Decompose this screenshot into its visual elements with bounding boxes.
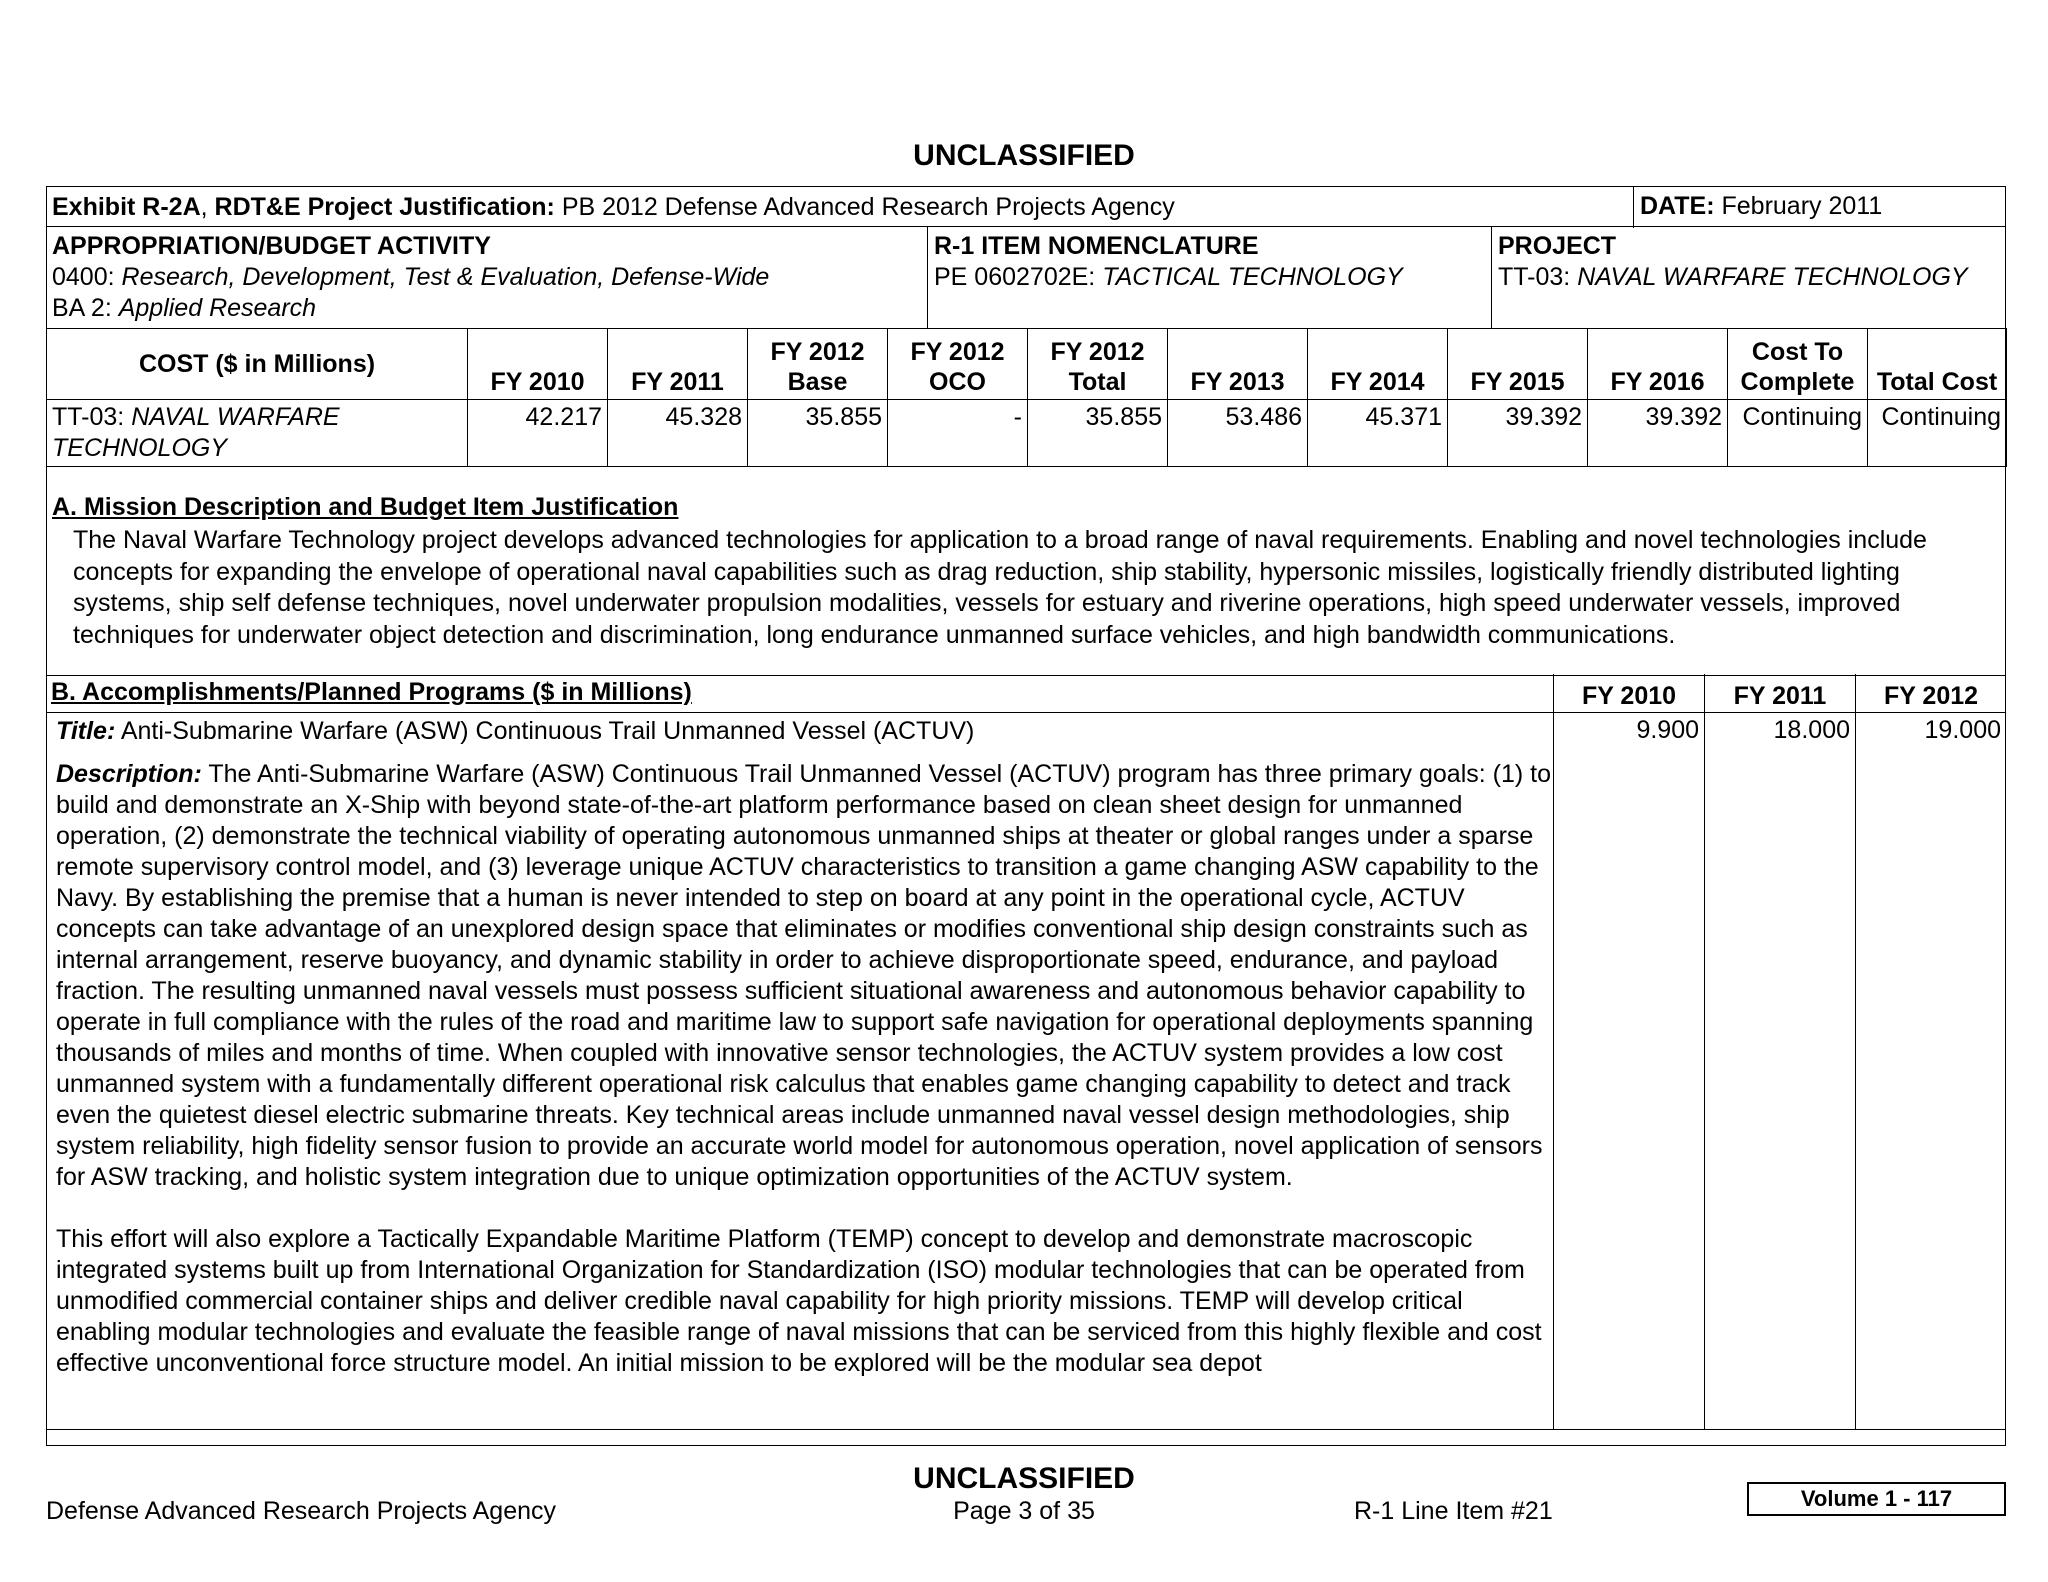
program-description: The Anti-Submarine Warfare (ASW) Continuous Trail Unmanned Vessel (ACTUV) program has three primary goals: (1) to build and demonstrate an X-Ship with beyond state-of-the-art platform performance based on clean sheet design for unmanned operation, (2) demonstrate the technical viability of operating autonomous unmanned ships at theater or global ranges under a sparse remote supervisory control model, and (3) leverage unique ACTUV characteristics to transition a game changing ASW capability to the Navy. By establishing the premise that a human is never intended to step on board at any point in the operational cycle, ACTUV concepts can take advantage of an unexplored design space that eliminates or modifies conventional ship design constraints such as internal arrangement, reserve buoyancy, and dynamic stability in order to achieve disproportionate speed, endurance, and payload fraction. The resulting unmanned naval vessels must possess sufficient situational awareness and autonomous behavior capability to operate in full compliance with the rules of the road and maritime law to support safe navigation for operational deployments spanning thousands of miles and months of time. When coupled with innovative sensor technologies, the ACTUV system provides a low cost unmanned system with a fundamentally different operational risk calculus that enables game changing capability to detect and track even the quietest diesel electric submarine threats. Key technical areas include unmanned naval vessel design methodologies, ship system reliability, high fidelity sensor fusion to provide an accurate world model for autonomous operation, novel application of sensors for ASW tracking, and holistic system integration due to unique optimization opportunities of the ACTUV system. bbox=[56, 760, 1551, 1191]
cost-header: Cost To Complete bbox=[1728, 329, 1868, 400]
cost-cell: 45.328 bbox=[608, 400, 748, 467]
cost-header: FY 2012 OCO bbox=[888, 329, 1028, 400]
fy-column-header: FY 2011 bbox=[1704, 676, 1855, 713]
project-name-cell bbox=[47, 400, 468, 467]
accomplishments-header bbox=[46, 675, 2006, 713]
section-a-title: A. Mission Description and Budget Item Justification bbox=[52, 493, 679, 521]
cost-header: FY 2012 Base bbox=[748, 329, 888, 400]
exhibit-description: PB 2012 Defense Advanced Research Projects Agency bbox=[561, 193, 1175, 221]
cost-cell: 39.392 bbox=[1588, 400, 1728, 467]
cost-header: FY 2012 Total bbox=[1028, 329, 1168, 400]
accomplishments-body bbox=[46, 712, 2006, 1430]
nomenclature-text: TACTICAL TECHNOLOGY bbox=[1102, 263, 1403, 291]
divider bbox=[1855, 674, 1856, 1429]
divider bbox=[1491, 227, 1492, 328]
cost-cell: - bbox=[888, 400, 1028, 467]
exhibit-title: Exhibit R-2A, RDT&E Project Justification: PB 2012 Defense Advanced Research Projects Agency bbox=[52, 193, 1175, 221]
cost-cell: Continuing bbox=[1728, 400, 1868, 467]
cost-cell: 35.855 bbox=[748, 400, 888, 467]
appropriation-cell bbox=[52, 231, 769, 324]
cost-header: FY 2015 bbox=[1448, 329, 1588, 400]
fy-column-header: FY 2010 bbox=[1553, 676, 1704, 713]
date-cell bbox=[1633, 187, 1882, 228]
row-code: TT-03: bbox=[52, 403, 132, 431]
divider bbox=[1704, 674, 1705, 1429]
appropriation-text-2: Applied Research bbox=[118, 294, 317, 322]
cost-header: FY 2011 bbox=[608, 329, 748, 400]
title-label: Title: bbox=[56, 717, 116, 745]
cost-table-header-row bbox=[47, 329, 2007, 400]
footer-page-number: Page 3 of 35 bbox=[953, 1497, 1095, 1525]
table-row bbox=[47, 400, 2007, 467]
nomenclature-code: PE 0602702E: bbox=[934, 263, 1103, 291]
exhibit-header-row bbox=[46, 186, 2006, 227]
program-paragraph-2: This effort will also explore a Tactically Expandable Maritime Platform (TEMP) concept to develop and demonstrate macroscopic integrated systems built up from International Organization for Standardization (ISO) modular technologies that can be operated from unmodified commercial container ships and deliver credible naval capability for high priority missions. TEMP will develop critical enabling modular technologies and evaluate the feasible range of naval missions that can be serviced from this highly flexible and cost effective unconventional force structure model. An initial mission to be explored will be the modular sea depot bbox=[56, 1225, 1542, 1377]
appropriation-label: APPROPRIATION/BUDGET ACTIVITY bbox=[52, 232, 491, 260]
date-label: DATE: bbox=[1640, 192, 1715, 220]
nomenclature-cell bbox=[934, 231, 1403, 293]
classification-top: UNCLASSIFIED bbox=[913, 139, 1135, 172]
project-cell bbox=[1498, 231, 1968, 293]
description-label: Description: bbox=[56, 760, 202, 788]
fy-value: 18.000 bbox=[1773, 716, 1850, 744]
cost-header: FY 2013 bbox=[1168, 329, 1308, 400]
cost-header: FY 2010 bbox=[468, 329, 608, 400]
fy-value: 9.900 bbox=[1636, 716, 1699, 744]
program-text bbox=[56, 716, 1556, 1379]
program-title: Anti-Submarine Warfare (ASW) Continuous Trail Unmanned Vessel (ACTUV) bbox=[120, 717, 975, 745]
cost-cell: 45.371 bbox=[1308, 400, 1448, 467]
cost-table bbox=[46, 328, 2007, 467]
project-code: TT-03: bbox=[1498, 263, 1578, 291]
cost-cell: 53.486 bbox=[1168, 400, 1308, 467]
cost-header: Total Cost bbox=[1868, 329, 2007, 400]
footer-line-item: R-1 Line Item #21 bbox=[1354, 1497, 1553, 1525]
section-a-body: The Naval Warfare Technology project develops advanced technologies for application to a broad range of naval requirements. Enabling and novel technologies include concepts for expanding the envelope of operational naval capabilities such as drag reduction, ship stability, hypersonic missiles, logistically friendly distributed lighting systems, ship self defense techniques, novel underwater propulsion modalities, vessels for estuary and riverine operations, high speed underwater vessels, improved techniques for underwater object detection and discrimination, long endurance unmanned surface vehicles, and high bandwidth communications. bbox=[73, 526, 1927, 649]
cost-cell: 39.392 bbox=[1448, 400, 1588, 467]
section-b-title: B. Accomplishments/Planned Programs ($ in Millions) bbox=[51, 678, 692, 706]
project-text: NAVAL WARFARE TECHNOLOGY bbox=[1577, 263, 1968, 291]
row-name: NAVAL WARFARE TECHNOLOGY bbox=[52, 403, 340, 462]
date-value: February 2011 bbox=[1721, 192, 1883, 220]
footer-agency: Defense Advanced Research Projects Agency bbox=[46, 1497, 557, 1525]
exhibit-label: Exhibit R-2A bbox=[52, 193, 201, 221]
mission-description-section bbox=[46, 471, 2006, 676]
cost-header: FY 2014 bbox=[1308, 329, 1448, 400]
divider bbox=[927, 227, 928, 328]
project-label: PROJECT bbox=[1498, 232, 1617, 260]
appropriation-code-1: 0400: bbox=[52, 263, 122, 291]
appropriation-text-1: Research, Development, Test & Evaluation, Defense-Wide bbox=[121, 263, 770, 291]
exhibit-title-label: RDT&E Project Justification: bbox=[214, 193, 555, 221]
cost-header: FY 2016 bbox=[1588, 329, 1728, 400]
fy-value: 19.000 bbox=[1924, 716, 2001, 744]
cost-cell: 35.855 bbox=[1028, 400, 1168, 467]
cost-header: COST ($ in Millions) bbox=[47, 329, 468, 400]
cost-cell: Continuing bbox=[1868, 400, 2007, 467]
appropriation-row bbox=[46, 226, 2006, 329]
nomenclature-label: R-1 ITEM NOMENCLATURE bbox=[934, 232, 1259, 260]
appropriation-code-2: BA 2: bbox=[52, 294, 119, 322]
classification-bottom: UNCLASSIFIED bbox=[913, 1462, 1135, 1495]
volume-box: Volume 1 - 117 bbox=[1747, 1482, 2006, 1516]
fy-column-header: FY 2012 bbox=[1855, 676, 2006, 713]
cost-cell: 42.217 bbox=[468, 400, 608, 467]
